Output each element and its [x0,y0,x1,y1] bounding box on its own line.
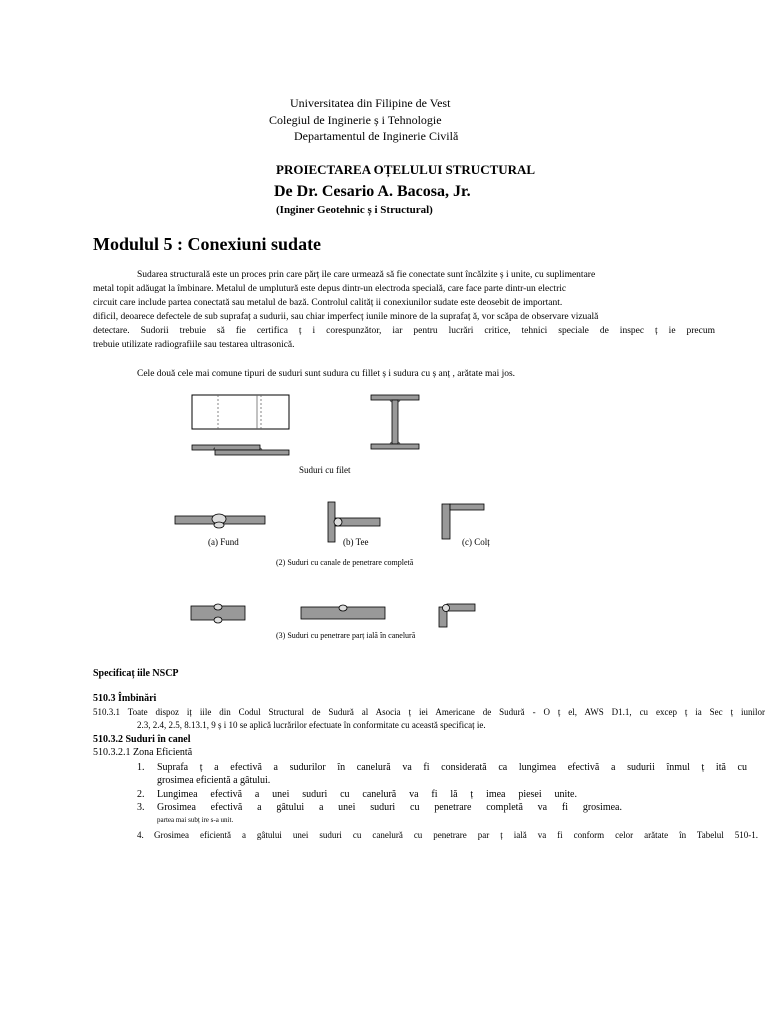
item-4-number: 4. [137,830,144,840]
intro-line-3: circuit care include partea conectată sau metalul de bază. Controlul calităț ii conexiunilor sudate este deosebit de important. [93,298,563,308]
butt-weld-figure [172,508,268,532]
item-2-line1: Lungimea efectivă a unei suduri cu canelură va fi lă ț imea piesei unite. [157,789,577,800]
section-510-3-1-line1: 510.3.1 Toate dispoz iț iile din Codul Structural de Sudură al Asocia ț iei Americane de Sudură - O ț el, AWS D1.1, cu excep ț ia Sec ț iunilor [93,707,765,717]
item-1-line2: grosimea eficientă a gâtului. [157,775,271,786]
corner-label: (c) Colț [462,537,490,547]
university-name: Universitatea din Filipine de Vest [290,96,451,110]
intro-line-5: detectare. Sudorii trebuie să fie certifica ț i corespunzător, iar pentru lucrări critice, tehnici speciale de inspec ț ie precum [93,326,715,336]
author-name: De Dr. Cesario A. Bacosa, Jr. [274,183,471,200]
intro-line-2: metal topit adăugat la îmbinare. Metalul de umplutură este depus dintr-un electroda specială, care face parte dintr-un electric [93,284,567,294]
types-sentence: Cele două cele mai comune tipuri de suduri sunt sudura cu fillet ș i sudura cu ș anț , arătate mai jos. [137,369,516,379]
corner-weld-figure [440,502,488,542]
intro-line-1: Sudarea structurală este un proces prin care părț ile care urmează să fie conectate sunt încălzite ș i unite, cu suplimentare [137,270,596,280]
specs-heading: Specificaț iile NSCP [93,668,179,679]
fillet-caption: Suduri cu filet [299,465,351,475]
fillet-lap-joint-figure [185,392,295,462]
partial-penetration-caption: (3) Suduri cu penetrare parț ială în canelură [276,631,416,640]
item-3-line1: Grosimea efectivă a gâtului a unei suduri cu penetrare completă va fi grosimea. [157,802,622,813]
complete-penetration-caption: (2) Suduri cu canale de penetrare completă [276,558,414,567]
fillet-i-section-figure [368,392,424,452]
butt-label: (a) Fund [208,537,239,547]
intro-line-6: trebuie utilizate radiografiile sau testarea ultrasonică. [93,340,295,350]
section-510-3-2-title: 510.3.2 Suduri în canel [93,734,191,745]
partial-corner-weld-figure [437,601,479,629]
item-3-number: 3. [137,802,145,813]
section-510-3-title: 510.3 Îmbinări [93,693,157,704]
item-1-line1: Suprafa ț a efectivă a sudurilor în canelură va fi considerată ca lungimea efectivă a sudurii înmul ț ită cu [157,762,747,773]
partial-single-groove-figure [298,600,388,624]
item-4-line1: Grosimea eficientă a gâtului unei suduri cu canelură cu penetrare par ț ială va fi conform celor arătate în Tabelul 510-1. [154,830,758,840]
department-name: Departamentul de Inginerie Civilă [294,129,459,143]
item-1-number: 1. [137,762,145,773]
item-3-line2: partea mai subț ire s-a unit. [157,816,234,824]
document-title: PROIECTAREA OȚELULUI STRUCTURAL [276,162,536,177]
intro-line-4: dificil, deoarece defectele de sub suprafaț a sudurii, sau chiar imperfecț iunile minore de la suprafaț ă, vor scăpa de observare vizuală [93,312,599,322]
section-510-3-1-line2: 2.3, 2.4, 2.5, 8.13.1, 9 ș i 10 se aplică lucrărilor efectuate în conformitate cu această specificaț ie. [137,720,486,730]
section-510-3-2-1-title: 510.3.2.1 Zona Eficientă [93,747,193,758]
tee-label: (b) Tee [343,537,369,547]
module-heading: Modulul 5 : Conexiuni sudate [93,234,322,254]
partial-butt-weld-figure [188,600,248,626]
item-2-number: 2. [137,789,145,800]
author-role: (Inginer Geotehnic ș i Structural) [276,204,433,216]
college-name: Colegiul de Inginerie ș i Tehnologie [269,113,442,127]
